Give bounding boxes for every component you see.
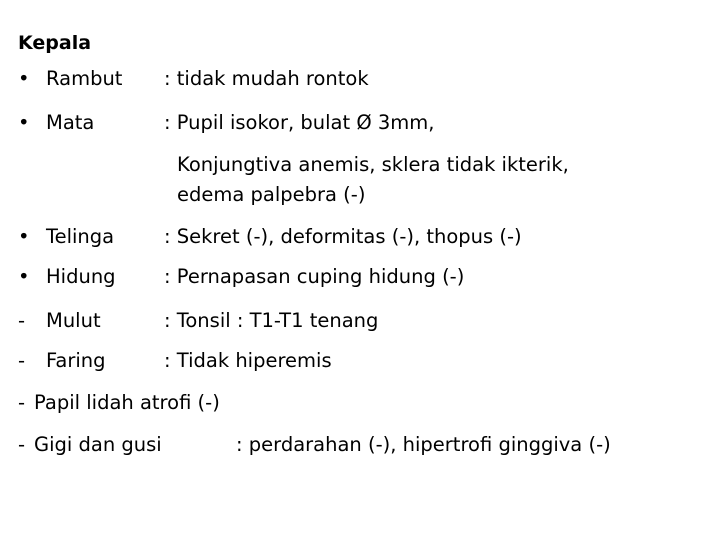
item-value: : Sekret (-), deformitas (-), thopus (-) bbox=[164, 225, 522, 248]
bullet-marker: • bbox=[18, 111, 30, 134]
bullet-marker: • bbox=[18, 225, 30, 248]
dash-marker: - bbox=[18, 349, 26, 372]
item-continuation-line: Konjungtiva anemis, sklera tidak ikterik, bbox=[177, 153, 569, 176]
item-label: Hidung bbox=[46, 265, 116, 288]
item-continuation-line: edema palpebra (-) bbox=[177, 183, 366, 206]
section-heading: Kepala bbox=[18, 32, 92, 54]
item-value: : Pernapasan cuping hidung (-) bbox=[164, 265, 465, 288]
item-label: Mulut bbox=[46, 309, 101, 332]
item-label: Telinga bbox=[46, 225, 115, 248]
item-value: : perdarahan (-), hipertrofi ginggiva (-) bbox=[236, 433, 611, 456]
bullet-marker: • bbox=[18, 265, 30, 288]
item-value: : Pupil isokor, bulat Ø 3mm, bbox=[164, 111, 435, 134]
dash-marker: - bbox=[18, 391, 26, 414]
item-value: : tidak mudah rontok bbox=[164, 67, 369, 90]
bullet-marker: • bbox=[18, 67, 30, 90]
dash-marker: - bbox=[18, 433, 26, 456]
dash-marker: - bbox=[18, 309, 26, 332]
item-label: Papil lidah atrofi (-) bbox=[34, 391, 220, 414]
item-label: Gigi dan gusi bbox=[34, 433, 162, 456]
item-value: : Tonsil : T1-T1 tenang bbox=[164, 309, 379, 332]
item-value: : Tidak hiperemis bbox=[164, 349, 332, 372]
item-label: Mata bbox=[46, 111, 95, 134]
item-label: Faring bbox=[46, 349, 106, 372]
item-label: Rambut bbox=[46, 67, 123, 90]
